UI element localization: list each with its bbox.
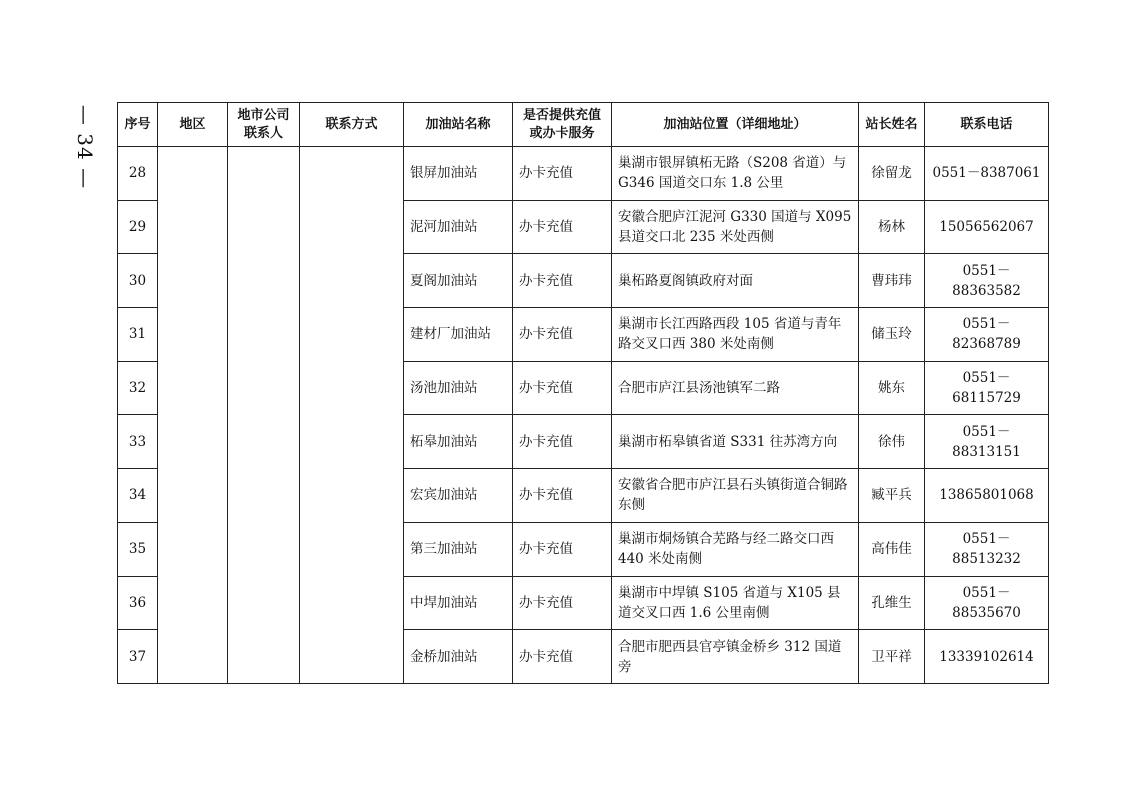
row-seq: 28 [118, 147, 158, 201]
gas-station-table [117, 102, 1049, 684]
station-address: 安徽合肥庐江泥河 G330 国道与 X095县道交口北 235 米处西侧 [612, 200, 859, 254]
station-name: 柘皋加油站 [404, 415, 513, 469]
service-type: 办卡充值 [513, 415, 612, 469]
contact-method-cell [300, 147, 404, 684]
service-type: 办卡充值 [513, 630, 612, 684]
phone-number: 13339102614 [925, 630, 1049, 684]
row-seq: 37 [118, 630, 158, 684]
station-name: 宏宾加油站 [404, 469, 513, 523]
service-type: 办卡充值 [513, 200, 612, 254]
station-address: 合肥市庐江县汤池镇军二路 [612, 361, 859, 415]
row-seq: 34 [118, 469, 158, 523]
station-address: 巢湖市柘皋镇省道 S331 往苏湾方向 [612, 415, 859, 469]
manager-name: 徐留龙 [859, 147, 925, 201]
city-contact-cell [228, 147, 300, 684]
phone-number: 13865801068 [925, 469, 1049, 523]
manager-name: 孔维生 [859, 576, 925, 630]
row-seq: 31 [118, 308, 158, 362]
manager-name: 徐伟 [859, 415, 925, 469]
service-type: 办卡充值 [513, 147, 612, 201]
manager-name: 姚东 [859, 361, 925, 415]
header-address: 加油站位置（详细地址） [612, 103, 859, 147]
table-row [118, 147, 1049, 201]
manager-name: 曹玮玮 [859, 254, 925, 308]
manager-name: 杨林 [859, 200, 925, 254]
service-type: 办卡充值 [513, 361, 612, 415]
station-address: 巢柘路夏阁镇政府对面 [612, 254, 859, 308]
phone-number: 0551－88313151 [925, 415, 1049, 469]
station-name: 中垾加油站 [404, 576, 513, 630]
header-seq: 序号 [118, 103, 158, 147]
row-seq: 33 [118, 415, 158, 469]
row-seq: 29 [118, 200, 158, 254]
region-cell [158, 147, 228, 684]
phone-number: 0551－88513232 [925, 522, 1049, 576]
service-type: 办卡充值 [513, 254, 612, 308]
header-city-contact: 地市公司联系人 [228, 103, 300, 147]
station-name: 泥河加油站 [404, 200, 513, 254]
row-seq: 35 [118, 522, 158, 576]
manager-name: 卫平祥 [859, 630, 925, 684]
header-contact-method: 联系方式 [300, 103, 404, 147]
station-address: 巢湖市中垾镇 S105 省道与 X105 县道交叉口西 1.6 公里南侧 [612, 576, 859, 630]
station-address: 安徽省合肥市庐江县石头镇街道合铜路东侧 [612, 469, 859, 523]
phone-number: 0551－8387061 [925, 147, 1049, 201]
station-name: 金桥加油站 [404, 630, 513, 684]
station-name: 夏阁加油站 [404, 254, 513, 308]
manager-name: 高伟佳 [859, 522, 925, 576]
phone-number: 0551－82368789 [925, 308, 1049, 362]
header-station-name: 加油站名称 [404, 103, 513, 147]
row-seq: 32 [118, 361, 158, 415]
service-type: 办卡充值 [513, 576, 612, 630]
row-seq: 36 [118, 576, 158, 630]
phone-number: 0551－88535670 [925, 576, 1049, 630]
phone-number: 0551－68115729 [925, 361, 1049, 415]
row-seq: 30 [118, 254, 158, 308]
station-address: 合肥市肥西县官亭镇金桥乡 312 国道旁 [612, 630, 859, 684]
service-type: 办卡充值 [513, 308, 612, 362]
table-header-row [118, 103, 1049, 147]
phone-number: 15056562067 [925, 200, 1049, 254]
station-name: 建材厂加油站 [404, 308, 513, 362]
header-manager: 站长姓名 [859, 103, 925, 147]
station-address: 巢湖市长江西路西段 105 省道与青年路交叉口西 380 米处南侧 [612, 308, 859, 362]
page-number: — 34 — [73, 104, 97, 190]
station-name: 汤池加油站 [404, 361, 513, 415]
service-type: 办卡充值 [513, 469, 612, 523]
header-service: 是否提供充值或办卡服务 [513, 103, 612, 147]
phone-number: 0551－88363582 [925, 254, 1049, 308]
header-region: 地区 [158, 103, 228, 147]
header-phone: 联系电话 [925, 103, 1049, 147]
manager-name: 储玉玲 [859, 308, 925, 362]
station-name: 第三加油站 [404, 522, 513, 576]
manager-name: 臧平兵 [859, 469, 925, 523]
service-type: 办卡充值 [513, 522, 612, 576]
station-address: 巢湖市烔炀镇合芜路与经二路交口西440 米处南侧 [612, 522, 859, 576]
station-name: 银屏加油站 [404, 147, 513, 201]
station-address: 巢湖市银屏镇柘无路（S208 省道）与G346 国道交口东 1.8 公里 [612, 147, 859, 201]
